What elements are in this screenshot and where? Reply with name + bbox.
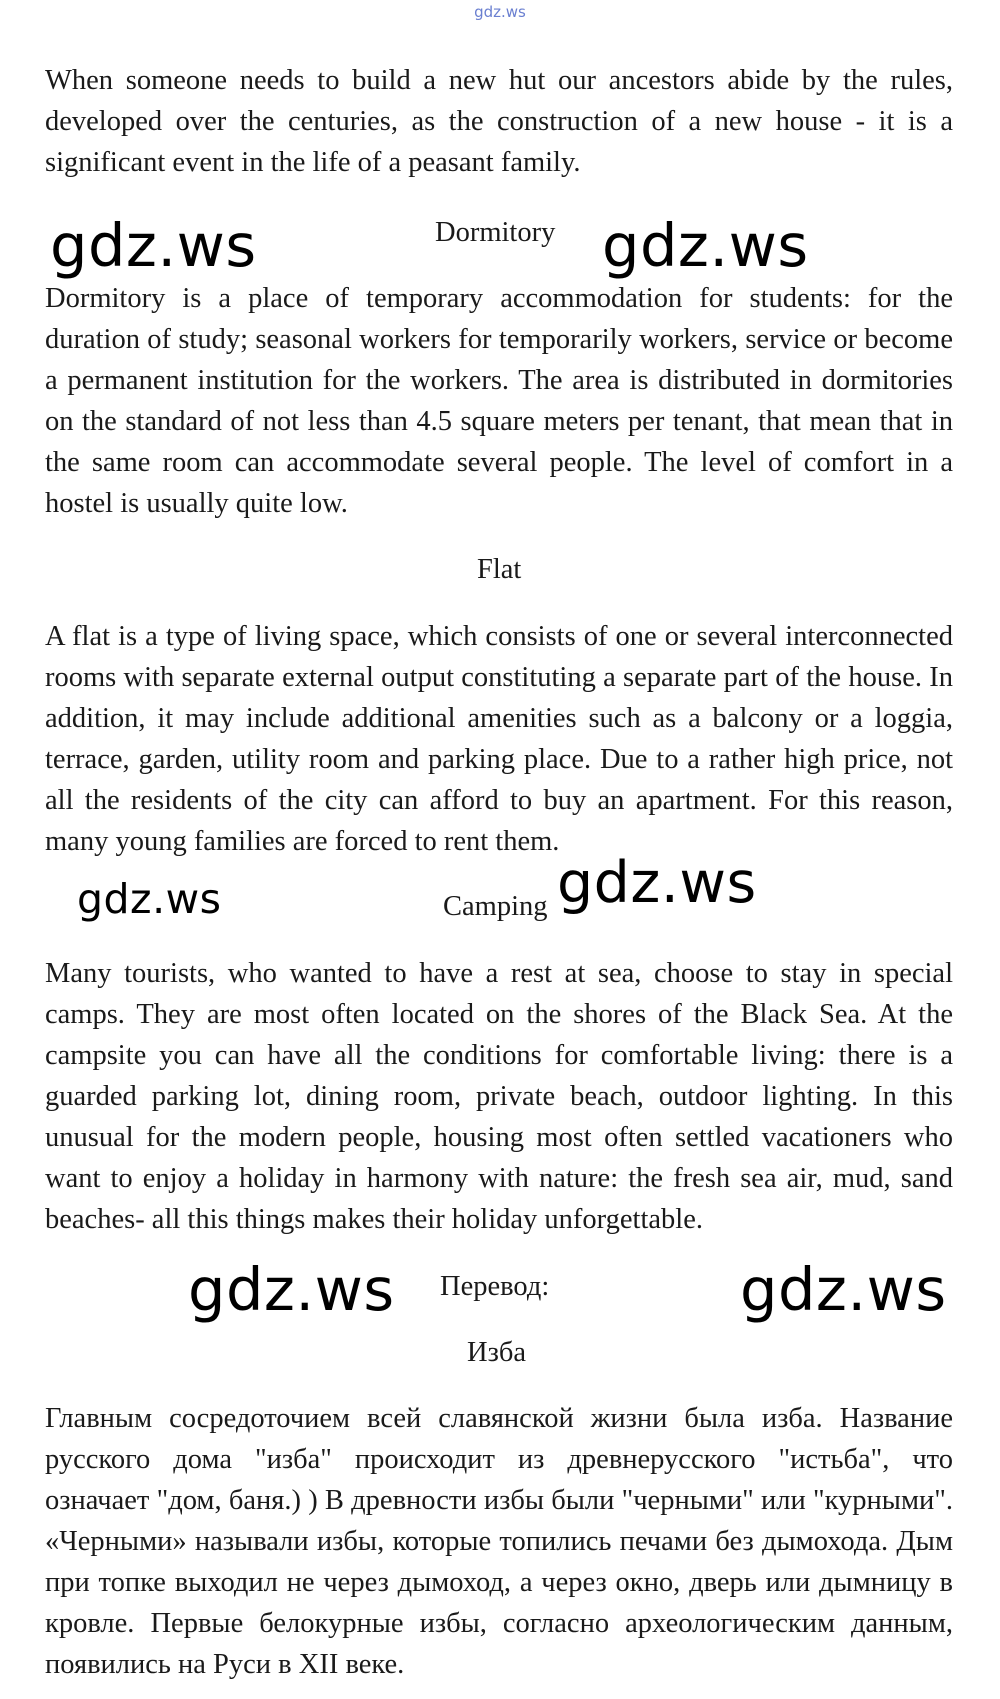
watermark-dormitory-left: gdz.ws bbox=[50, 211, 257, 280]
watermark-translation-right: gdz.ws bbox=[740, 1255, 947, 1324]
watermark-camping-right: gdz.ws bbox=[557, 850, 757, 916]
top-watermark: gdz.ws bbox=[474, 3, 526, 21]
heading-flat: Flat bbox=[477, 554, 522, 585]
watermark-camping-left: gdz.ws bbox=[77, 875, 222, 923]
heading-camping: Camping bbox=[443, 891, 548, 922]
heading-dormitory: Dormitory bbox=[435, 217, 556, 248]
dormitory-paragraph: Dormitory is a place of temporary accommodation for students: for the duration of study; seasonal workers for temporarily workers, service or become a permanent institution for the workers. The area is distributed in dormitories on the standard of not less than 4.5 square meters per tenant, that mean that in the same room can accommodate several people. The level of comfort in a hostel is usually quite low. bbox=[45, 283, 953, 519]
heading-translation: Перевод: bbox=[440, 1271, 550, 1302]
watermark-dormitory-right: gdz.ws bbox=[602, 211, 809, 280]
intro-paragraph: When someone needs to build a new hut our ancestors abide by the rules, developed over the centuries, as the construction of a new house - it is a significant event in the life of a peasant family. bbox=[45, 65, 953, 178]
heading-izba: Изба bbox=[467, 1337, 526, 1368]
flat-paragraph: A flat is a type of living space, which consists of one or several interconnected rooms with separate external output constituting a separate part of the house. In addition, it may include additional amenities such as a balcony or a loggia, terrace, garden, utility room and parking place. Due to a rather high price, not all the residents of the city can afford to buy an apartment. For this reason, many young families are forced to rent them. bbox=[45, 621, 953, 857]
translation-paragraph: Главным сосредоточием всей славянской жизни была изба. Название русского дома "изба" происходит из древнерусского "истьба", что означает "дом, баня.) ) В древности избы были "черными" или "курными". «Черными» называли избы, которые топились печами без дымохода. Дым при топке выходил не через дымоход, а через окно, дверь или дымницу в кровле. Первые белокурные избы, согласно археологическим данным, появились на Руси в XII веке. bbox=[45, 1403, 953, 1680]
watermark-translation-left: gdz.ws bbox=[188, 1255, 395, 1324]
camping-paragraph: Many tourists, who wanted to have a rest at sea, choose to stay in special camps. They are most often located on the shores of the Black Sea. At the campsite you can have all the conditions for comfortable living: there is a guarded parking lot, dining room, private beach, outdoor lighting. In this unusual for the modern people, housing most often settled vacationers who want to enjoy a holiday in harmony with nature: the fresh sea air, mud, sand beaches- all this things makes their holiday unforgettable. bbox=[45, 958, 953, 1235]
